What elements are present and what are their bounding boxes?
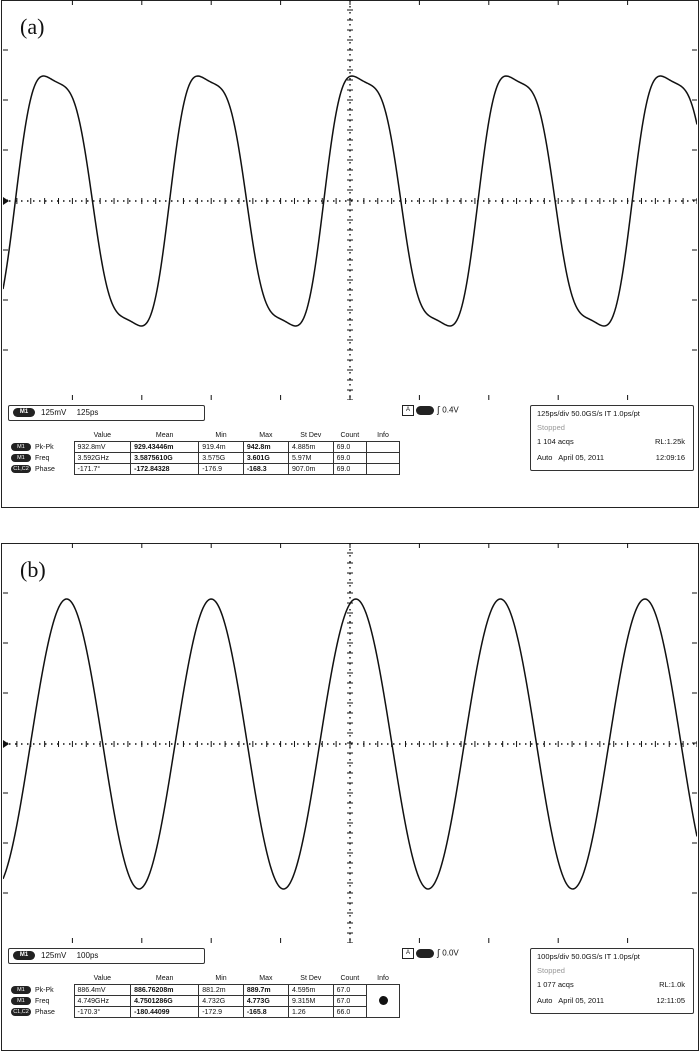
- record-length: RL:1.25k: [654, 437, 685, 446]
- table-cell: 907.0m: [289, 464, 334, 475]
- col-header: St Dev: [300, 432, 322, 439]
- table-row: [8, 996, 400, 1007]
- col-header: Count: [340, 432, 360, 439]
- acquisition-readout: [530, 405, 694, 471]
- table-cell: -171.7°: [74, 464, 131, 475]
- table-cell: -165.8: [243, 1007, 288, 1018]
- trigger-level: 0.0V: [442, 948, 459, 958]
- col-header: St Dev: [300, 975, 322, 982]
- table-cell: 886.4mV: [74, 985, 131, 996]
- acq-state: Stopped: [537, 966, 565, 975]
- table-row: [8, 464, 400, 475]
- table-cell: 69.0: [333, 442, 366, 453]
- table-cell: 69.0: [333, 464, 366, 475]
- acq-mode: Auto: [537, 996, 553, 1005]
- meas-badge: C1,C2: [11, 1008, 31, 1016]
- acq-count: 1 104 acqs: [537, 437, 574, 446]
- table-cell: 932.8mV: [74, 442, 131, 453]
- table-cell: 66.0: [333, 1007, 366, 1018]
- table-cell: 1.26: [289, 1007, 334, 1018]
- table-cell: 3.5875610G: [131, 453, 199, 464]
- col-header: Info: [377, 432, 389, 439]
- col-header: Max: [259, 432, 273, 439]
- table-cell: 881.2m: [199, 985, 244, 996]
- acq-date: April 05, 2011: [558, 453, 605, 462]
- table-cell: 4.732G: [199, 996, 244, 1007]
- table-cell: -170.3°: [74, 1007, 131, 1018]
- measurement-table: [8, 973, 400, 1028]
- volts-per-div: 125mV: [41, 951, 67, 960]
- waveform-svg: [3, 0, 697, 400]
- waveform-plot: [3, 543, 697, 943]
- table-cell: -176.9: [199, 464, 244, 475]
- table-cell: [367, 442, 400, 453]
- meas-badge: M1: [11, 454, 31, 462]
- col-header: Value: [93, 975, 111, 982]
- ground-marker-icon: [3, 197, 9, 205]
- table-cell: 4.595m: [289, 985, 334, 996]
- col-header: Value: [93, 432, 111, 439]
- table-cell: 919.4m: [199, 442, 244, 453]
- math-channel-badge: M1: [13, 951, 35, 960]
- waveform-plot: [3, 0, 697, 400]
- meas-name: Freq: [35, 454, 50, 462]
- meas-badge: M1: [11, 443, 31, 451]
- acq-time: 12:09:16: [655, 453, 685, 462]
- channel-scale-readout: [8, 948, 205, 964]
- table-row: [8, 1007, 400, 1018]
- measurement-table: [8, 430, 400, 485]
- table-cell: 4.7501286G: [131, 996, 199, 1007]
- table-cell: 889.7m: [243, 985, 288, 996]
- col-header: Mean: [155, 432, 174, 439]
- panel-label: (b): [20, 557, 46, 582]
- meas-badge: M1: [11, 997, 31, 1005]
- table-cell: 4.885m: [289, 442, 334, 453]
- acq-mode: Auto: [537, 453, 553, 462]
- table-cell: 5.97M: [289, 453, 334, 464]
- acq-date: April 05, 2011: [558, 996, 605, 1005]
- panel-label: (a): [20, 14, 45, 39]
- trigger-source-badge: [416, 406, 434, 415]
- trigger-icon: A: [402, 948, 414, 959]
- meas-name: Pk-Pk: [35, 986, 54, 994]
- col-header: Max: [259, 975, 273, 982]
- trigger-readout: [402, 948, 522, 962]
- table-cell: 929.43446m: [131, 442, 199, 453]
- channel-scale-readout: [8, 405, 205, 421]
- table-cell: 4.773G: [243, 996, 288, 1007]
- ground-marker-icon: [3, 740, 9, 748]
- rising-edge-icon: ʃ: [437, 405, 441, 416]
- table-cell: 69.0: [333, 453, 366, 464]
- meas-badge: M1: [11, 986, 31, 994]
- scope-panel-b: [0, 543, 700, 1051]
- table-cell: 3.601G: [243, 453, 288, 464]
- col-header: Count: [340, 975, 360, 982]
- table-cell: 4.749GHz: [74, 996, 131, 1007]
- table-cell: 942.8m: [243, 442, 288, 453]
- status-dot-icon: [379, 996, 388, 1005]
- table-cell: 9.315M: [289, 996, 334, 1007]
- table-cell: 3.592GHz: [74, 453, 131, 464]
- math-channel-badge: M1: [13, 408, 35, 417]
- table-cell: [367, 453, 400, 464]
- timebase: 100ps/div 50.0GS/s IT 1.0ps/pt: [537, 952, 640, 961]
- table-cell: 67.0: [333, 985, 366, 996]
- table-cell: -168.3: [243, 464, 288, 475]
- table-row: [8, 442, 400, 453]
- col-header: Info: [377, 975, 389, 982]
- time-per-div: 100ps: [76, 951, 99, 960]
- table-cell: -172.9: [199, 1007, 244, 1018]
- table-cell: -180.44099: [131, 1007, 199, 1018]
- acq-count: 1 077 acqs: [537, 980, 574, 989]
- col-header: Min: [215, 975, 227, 982]
- trigger-readout: [402, 405, 522, 419]
- col-header: Mean: [155, 975, 174, 982]
- volts-per-div: 125mV: [41, 408, 67, 417]
- meas-name: Pk-Pk: [35, 443, 54, 451]
- meas-name: Freq: [35, 997, 50, 1005]
- meas-name: Phase: [35, 1008, 55, 1016]
- rising-edge-icon: ʃ: [437, 948, 441, 959]
- trigger-icon: A: [402, 405, 414, 416]
- meas-name: Phase: [35, 465, 55, 473]
- info-cell: [367, 985, 400, 1018]
- table-cell: 3.575G: [199, 453, 244, 464]
- table-cell: 67.0: [333, 996, 366, 1007]
- table-cell: -172.84328: [131, 464, 199, 475]
- table-row: [8, 985, 400, 996]
- table-cell: [367, 464, 400, 475]
- timebase: 125ps/div 50.0GS/s IT 1.0ps/pt: [537, 409, 640, 418]
- acq-state: Stopped: [537, 423, 565, 432]
- scope-panel-a: [0, 0, 700, 508]
- acq-time: 12:11:05: [656, 996, 685, 1005]
- record-length: RL:1.0k: [659, 980, 685, 989]
- time-per-div: 125ps: [76, 408, 99, 417]
- table-cell: 886.76208m: [131, 985, 199, 996]
- meas-badge: C1,C2: [11, 465, 31, 473]
- waveform-svg: [3, 543, 697, 943]
- col-header: Min: [215, 432, 227, 439]
- trigger-level: 0.4V: [442, 405, 459, 415]
- trigger-source-badge: [416, 949, 434, 958]
- table-row: [8, 453, 400, 464]
- acquisition-readout: [530, 948, 694, 1014]
